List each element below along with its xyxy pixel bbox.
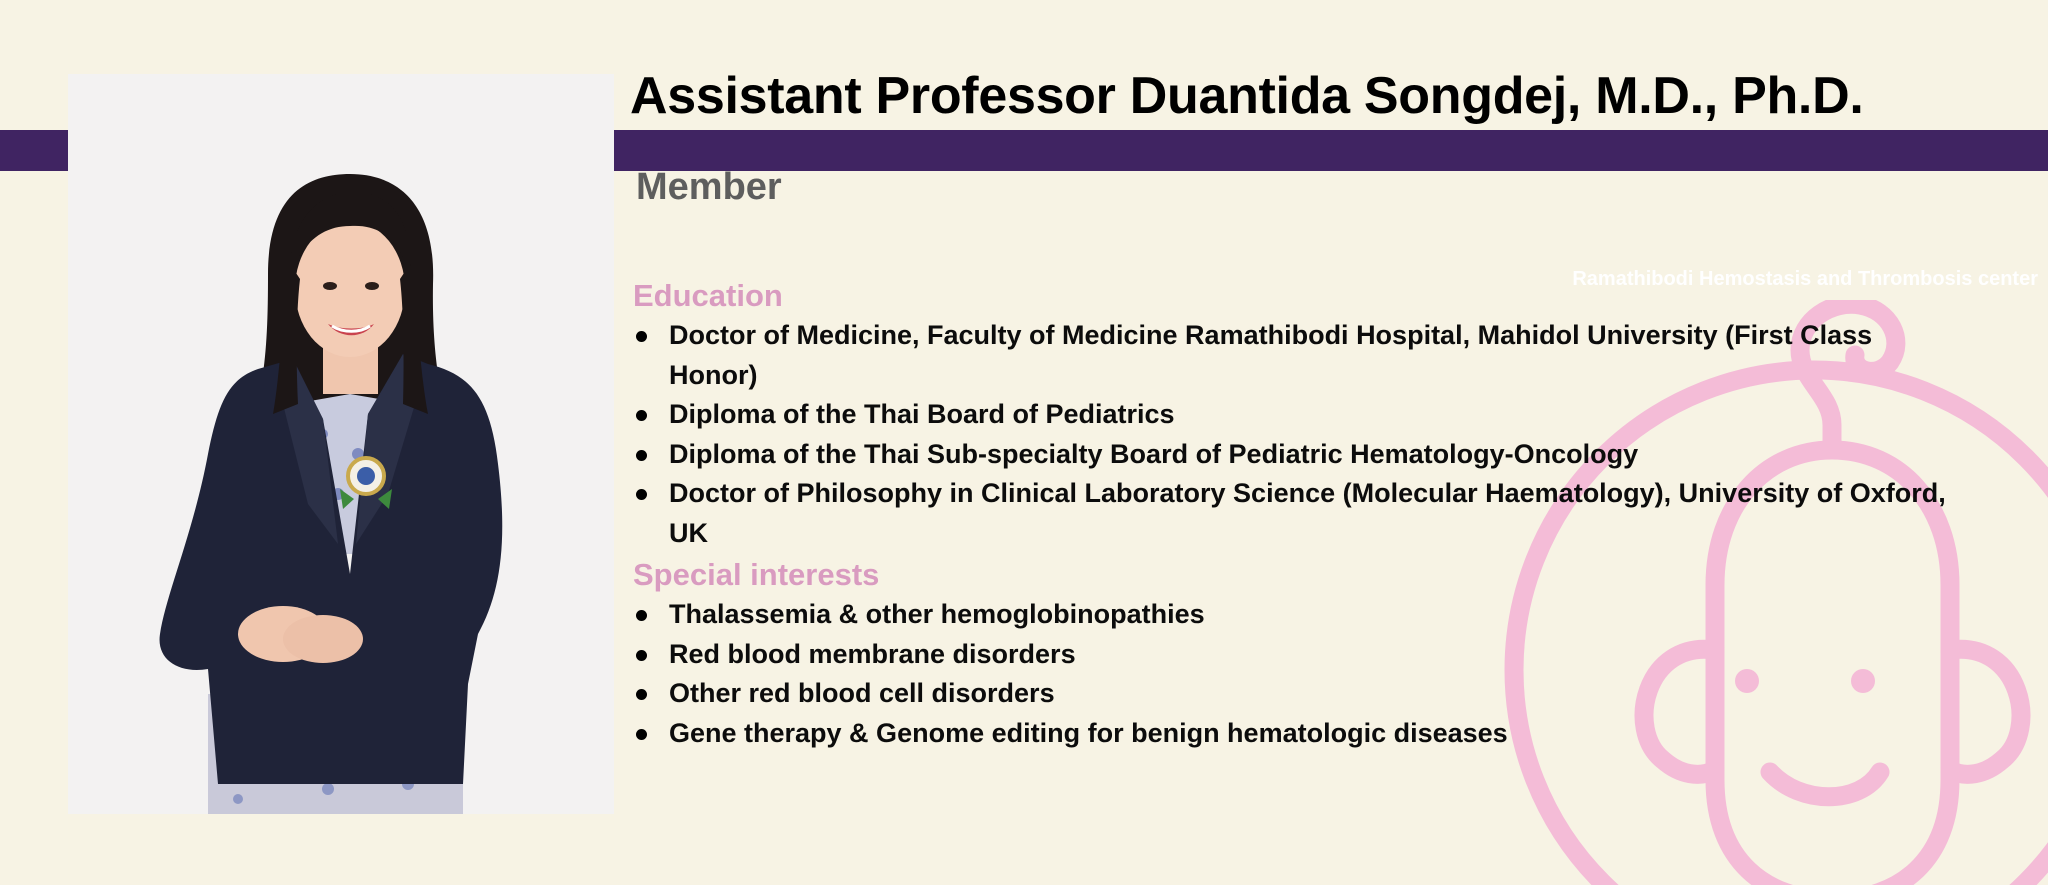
list-item: Red blood membrane disorders — [633, 635, 1963, 675]
list-item: Diploma of the Thai Sub-specialty Board of Pediatric Hematology-Oncology — [633, 435, 1963, 475]
list-item: Other red blood cell disorders — [633, 674, 1963, 714]
role-label: Member — [636, 166, 782, 208]
special-interests-heading: Special interests — [633, 557, 880, 592]
education-list — [633, 316, 1963, 553]
list-item: Diploma of the Thai Board of Pediatrics — [633, 395, 1963, 435]
special-interests-list — [633, 595, 1963, 753]
education-heading: Education — [633, 278, 783, 313]
profile-content — [633, 276, 1963, 755]
list-item: Doctor of Medicine, Faculty of Medicine Ramathibodi Hospital, Mahidol University (First Class Honor) — [633, 316, 1963, 395]
accent-band-left — [0, 130, 68, 171]
page-title: Assistant Professor Duantida Songdej, M.D., Ph.D. — [630, 67, 1864, 125]
center-name: Ramathibodi Hemostasis and Thrombosis center — [1572, 268, 2038, 290]
portrait-photo — [68, 74, 614, 814]
list-item: Thalassemia & other hemoglobinopathies — [633, 595, 1963, 635]
list-item: Doctor of Philosophy in Clinical Laboratory Science (Molecular Haematology), University of Oxford, UK — [633, 474, 1963, 553]
list-item: Gene therapy & Genome editing for benign hematologic diseases — [633, 714, 1963, 754]
